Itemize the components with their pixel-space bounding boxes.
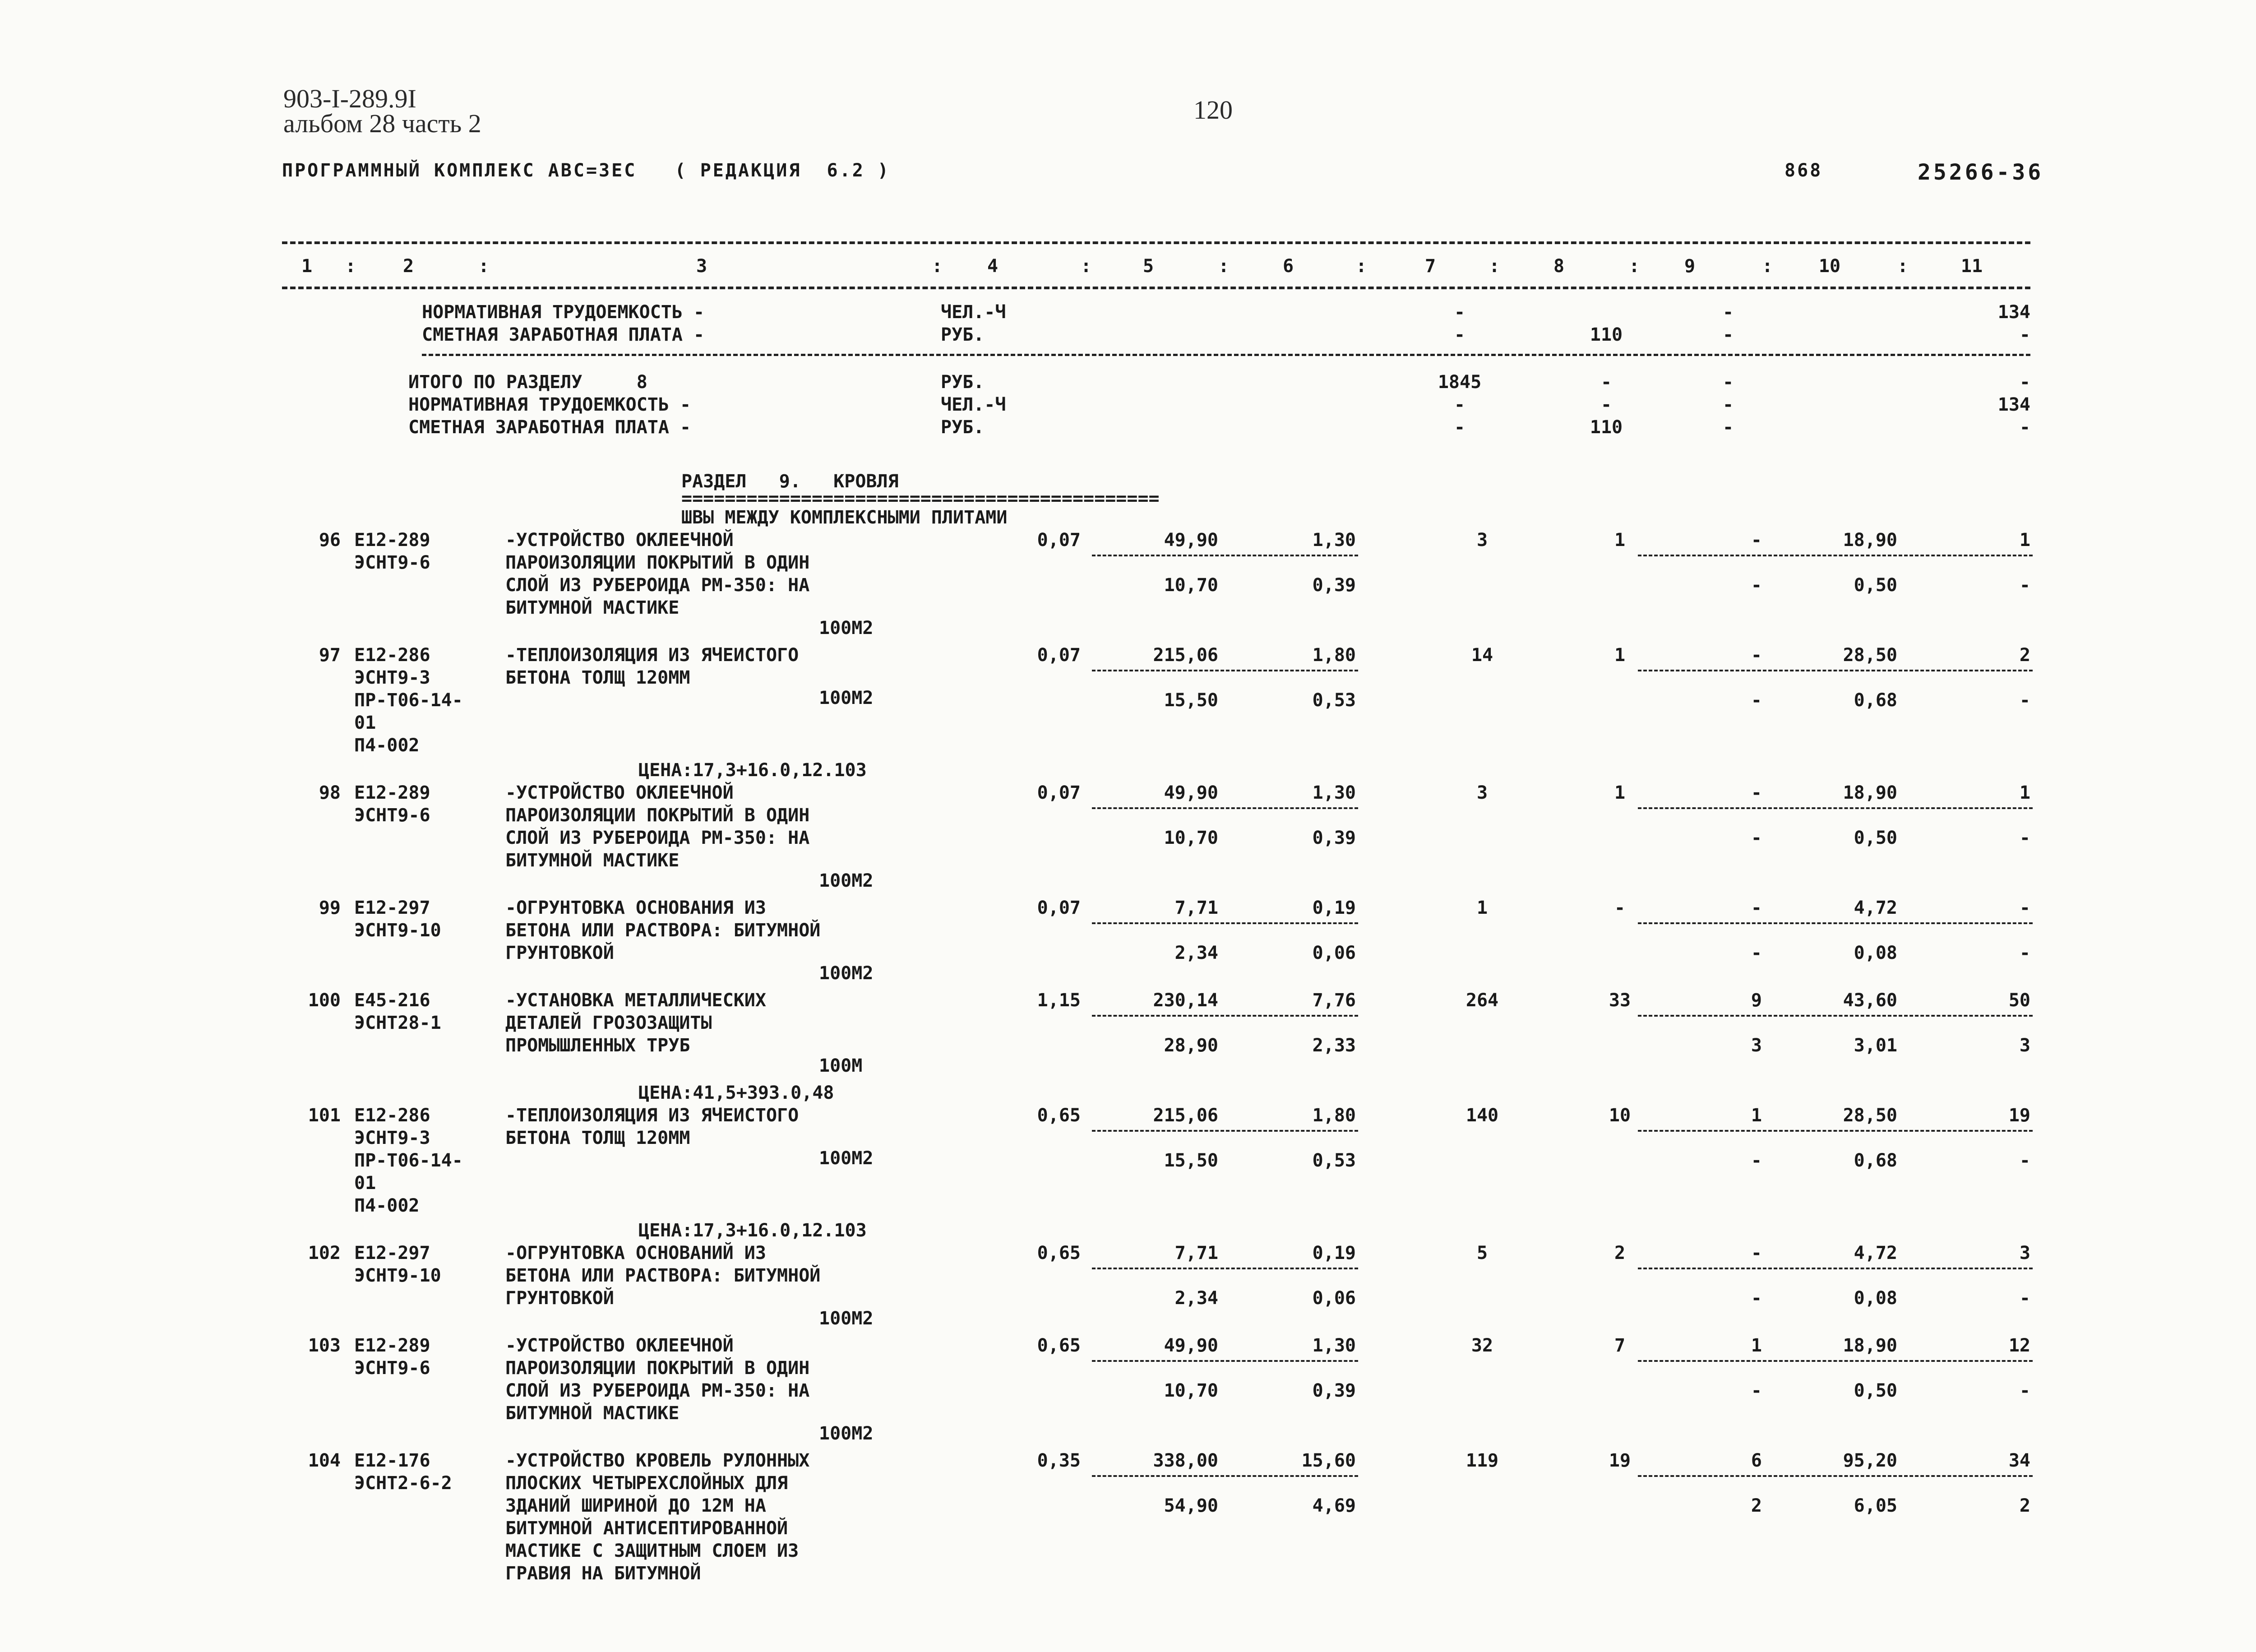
row-col5-sub: 28,90 <box>1164 1035 1218 1056</box>
row-col11: 1 <box>2019 782 2030 803</box>
row-col5: 49,90 <box>1164 1335 1218 1356</box>
row-col10: 28,50 <box>1843 645 1897 666</box>
column-number-10: 10 <box>1818 256 1841 277</box>
row-col9: - <box>1751 645 1762 666</box>
row-col6-sub: 0,39 <box>1312 575 1356 596</box>
top-rule <box>282 241 2030 244</box>
summary-col7: - <box>1454 302 1465 323</box>
row-col10-sub: 0,08 <box>1854 943 1897 963</box>
row-code: ЭСНТ9-3 <box>354 667 430 688</box>
row-code: Е12-286 <box>354 1105 430 1126</box>
row-col9: - <box>1751 530 1762 551</box>
row-code: П4-002 <box>354 1195 420 1216</box>
row-totals-divider <box>1638 1360 2033 1362</box>
column-separator: : <box>1762 256 1773 277</box>
row-col11-sub: - <box>2019 828 2030 848</box>
row-col9-sub: - <box>1751 575 1762 596</box>
total-col8: - <box>1600 394 1612 415</box>
row-col8: 7 <box>1614 1335 1626 1356</box>
row-col7: 264 <box>1465 990 1499 1011</box>
row-description: -УСТАНОВКА МЕТАЛЛИЧЕСКИХ <box>505 990 766 1011</box>
row-col11: 2 <box>2019 645 2030 666</box>
summary-rule <box>422 354 2030 356</box>
row-col10-sub: 0,68 <box>1854 1150 1897 1171</box>
row-col5-sub: 2,34 <box>1174 943 1218 963</box>
row-col5-sub: 10,70 <box>1164 1380 1218 1401</box>
row-number: 96 <box>319 530 341 551</box>
row-code: ПР-Т06-14- <box>354 1150 463 1171</box>
row-col5-sub: 10,70 <box>1164 828 1218 848</box>
row-quantity: 0,07 <box>1037 530 1081 551</box>
row-col7: 3 <box>1476 530 1488 551</box>
row-col11: - <box>2019 898 2030 918</box>
row-col9: - <box>1751 782 1762 803</box>
row-col11-sub: - <box>2019 1288 2030 1309</box>
row-description: -УСТРОЙСТВО ОКЛЕЕЧНОЙ <box>505 1335 734 1356</box>
row-totals-divider <box>1638 1268 2033 1269</box>
row-code: ЭСНТ28-1 <box>354 1013 441 1033</box>
header-bottom-rule <box>282 287 2030 289</box>
row-col5-sub: 10,70 <box>1164 575 1218 596</box>
row-number: 100 <box>308 990 341 1011</box>
row-col8: 33 <box>1609 990 1631 1011</box>
row-description: БИТУМНОЙ МАСТИКЕ <box>505 597 680 618</box>
row-col10: 18,90 <box>1843 782 1897 803</box>
row-description: ГРУНТОВКОЙ <box>505 1288 614 1309</box>
total-col9: - <box>1722 417 1734 438</box>
column-separator: : <box>478 256 490 277</box>
row-description: СЛОЙ ИЗ РУБЕРОИДА РМ-350: НА <box>505 1380 810 1401</box>
row-unit-divider <box>1092 555 1358 556</box>
row-col6-sub: 2,33 <box>1312 1035 1356 1056</box>
row-price-note: ЦЕНА:17,3+16.0,12.103 <box>638 1220 867 1241</box>
row-description: БЕТОНА ИЛИ РАСТВОРА: БИТУМНОЙ <box>505 920 821 941</box>
column-number-11: 11 <box>1960 256 1983 277</box>
column-number-5: 5 <box>1142 256 1154 277</box>
row-description: -ТЕПЛОИЗОЛЯЦИЯ ИЗ ЯЧЕИСТОГО <box>505 645 799 666</box>
row-totals-divider <box>1638 1475 2033 1477</box>
column-number-1: 1 <box>301 256 313 277</box>
row-unit-divider <box>1092 1268 1358 1269</box>
total-label: ИТОГО ПО РАЗДЕЛУ 8 <box>408 372 647 393</box>
row-unit: 100М2 <box>819 963 874 984</box>
column-separator: : <box>1629 256 1640 277</box>
row-totals-divider <box>1638 922 2033 924</box>
row-unit: 100М2 <box>819 1148 874 1169</box>
total-unit: РУБ. <box>941 417 985 438</box>
column-separator: : <box>1356 256 1367 277</box>
section-title: РАЗДЕЛ 9. КРОВЛЯ <box>681 471 899 492</box>
row-col9-sub: - <box>1751 1150 1762 1171</box>
row-col6-sub: 0,53 <box>1312 1150 1356 1171</box>
row-col10-sub: 0,50 <box>1854 828 1897 848</box>
row-col11-sub: - <box>2019 1380 2030 1401</box>
total-col11: - <box>2019 372 2030 393</box>
row-col6-sub: 0,06 <box>1312 943 1356 963</box>
row-col7: 119 <box>1465 1450 1499 1471</box>
total-col7: - <box>1454 417 1465 438</box>
total-col11: - <box>2019 417 2030 438</box>
row-col9-sub: - <box>1751 828 1762 848</box>
row-description: ПРОМЫШЛЕННЫХ ТРУБ <box>505 1035 690 1056</box>
row-col6: 1,30 <box>1312 1335 1356 1356</box>
row-quantity: 0,65 <box>1037 1105 1081 1126</box>
total-col11: 134 <box>1997 394 2030 415</box>
row-col10-sub: 3,01 <box>1854 1035 1897 1056</box>
program-title: ПРОГРАММНЫЙ КОМПЛЕКС АВС=ЗЕС ( РЕДАКЦИЯ 6.2 ) <box>282 160 890 181</box>
total-col7: 1845 <box>1438 372 1482 393</box>
row-number: 103 <box>308 1335 341 1356</box>
row-price-note: ЦЕНА:41,5+393.0,48 <box>638 1083 834 1103</box>
row-col7: 140 <box>1465 1105 1499 1126</box>
row-number: 102 <box>308 1243 341 1263</box>
row-col7: 3 <box>1476 782 1488 803</box>
row-col10-sub: 0,68 <box>1854 690 1897 711</box>
row-col9-sub: - <box>1751 943 1762 963</box>
row-col11-sub: - <box>2019 575 2030 596</box>
row-col11-sub: - <box>2019 690 2030 711</box>
row-col10: 4,72 <box>1854 898 1897 918</box>
row-col5-sub: 15,50 <box>1164 690 1218 711</box>
row-description: ПАРОИЗОЛЯЦИИ ПОКРЫТИЙ В ОДИН <box>505 1358 810 1379</box>
row-unit-divider <box>1092 1130 1358 1132</box>
row-quantity: 0,07 <box>1037 782 1081 803</box>
row-unit-divider <box>1092 1475 1358 1477</box>
row-description: БИТУМНОЙ МАСТИКЕ <box>505 850 680 871</box>
row-col10: 95,20 <box>1843 1450 1897 1471</box>
row-description: БЕТОНА ИЛИ РАСТВОРА: БИТУМНОЙ <box>505 1265 821 1286</box>
row-unit-divider <box>1092 922 1358 924</box>
row-col8: 1 <box>1614 782 1626 803</box>
total-unit: ЧЕЛ.-Ч <box>941 394 1006 415</box>
summary-unit: РУБ. <box>941 324 985 345</box>
row-totals-divider <box>1638 670 2033 671</box>
row-col9-sub: 2 <box>1751 1495 1762 1516</box>
column-number-7: 7 <box>1424 256 1436 277</box>
row-description: БЕТОНА ТОЛЩ 120ММ <box>505 1128 690 1148</box>
row-description: ЗДАНИЙ ШИРИНОЙ ДО 12М НА <box>505 1495 766 1516</box>
row-code: ЭСНТ9-6 <box>354 552 430 573</box>
row-col10-sub: 0,50 <box>1854 1380 1897 1401</box>
row-col5: 7,71 <box>1174 898 1218 918</box>
row-description: СЛОЙ ИЗ РУБЕРОИДА РМ-350: НА <box>505 575 810 596</box>
row-col10: 28,50 <box>1843 1105 1897 1126</box>
row-col8: 1 <box>1614 645 1626 666</box>
row-description: ДЕТАЛЕЙ ГРОЗОЗАЩИТЫ <box>505 1013 712 1033</box>
row-description: БЕТОНА ТОЛЩ 120ММ <box>505 667 690 688</box>
section-underline: ============================================ <box>681 488 1160 509</box>
row-col5: 215,06 <box>1153 645 1218 666</box>
row-description: ПАРОИЗОЛЯЦИИ ПОКРЫТИЙ В ОДИН <box>505 805 810 826</box>
row-description: -УСТРОЙСТВО ОКЛЕЕЧНОЙ <box>505 782 734 803</box>
column-separator: : <box>1081 256 1092 277</box>
row-col11-sub: 2 <box>2019 1495 2030 1516</box>
row-code: ЭСНТ2-6-2 <box>354 1473 452 1494</box>
row-description: -УСТРОЙСТВО ОКЛЕЕЧНОЙ <box>505 530 734 551</box>
column-number-9: 9 <box>1684 256 1696 277</box>
row-col11: 1 <box>2019 530 2030 551</box>
row-col8: 1 <box>1614 530 1626 551</box>
row-col5-sub: 15,50 <box>1164 1150 1218 1171</box>
row-col9: - <box>1751 898 1762 918</box>
row-description: -УСТРОЙСТВО КРОВЕЛЬ РУЛОННЫХ <box>505 1450 810 1471</box>
row-code: Е12-286 <box>354 645 430 666</box>
row-number: 104 <box>308 1450 341 1471</box>
row-col5: 338,00 <box>1153 1450 1218 1471</box>
row-col9-sub: 3 <box>1751 1035 1762 1056</box>
row-col9: 1 <box>1751 1105 1762 1126</box>
row-number: 97 <box>319 645 341 666</box>
row-unit-divider <box>1092 807 1358 809</box>
row-unit-divider <box>1092 1360 1358 1362</box>
registration-code: 25266-36 <box>1918 160 2044 185</box>
row-col6: 1,30 <box>1312 530 1356 551</box>
row-number: 101 <box>308 1105 341 1126</box>
row-col7: 14 <box>1471 645 1493 666</box>
row-unit-divider <box>1092 670 1358 671</box>
summary-col9: - <box>1722 302 1734 323</box>
row-col6: 1,80 <box>1312 1105 1356 1126</box>
summary-col8: 110 <box>1590 324 1623 345</box>
row-description: БИТУМНОЙ МАСТИКЕ <box>505 1403 680 1424</box>
row-col6: 0,19 <box>1312 1243 1356 1263</box>
row-code: Е12-297 <box>354 1243 430 1263</box>
row-code: Е12-289 <box>354 782 430 803</box>
row-col10: 18,90 <box>1843 1335 1897 1356</box>
row-col6: 15,60 <box>1301 1450 1356 1471</box>
row-col10: 4,72 <box>1854 1243 1897 1263</box>
row-col9-sub: - <box>1751 690 1762 711</box>
row-quantity: 1,15 <box>1037 990 1081 1011</box>
row-number: 98 <box>319 782 341 803</box>
row-code: ЭСНТ9-10 <box>354 1265 441 1286</box>
summary-col7: - <box>1454 324 1465 345</box>
row-code: Е12-176 <box>354 1450 430 1471</box>
row-code: Е12-289 <box>354 1335 430 1356</box>
column-number-6: 6 <box>1282 256 1294 277</box>
row-col5: 7,71 <box>1174 1243 1218 1263</box>
row-col6: 7,76 <box>1312 990 1356 1011</box>
row-quantity: 0,07 <box>1037 898 1081 918</box>
row-description: ПЛОСКИХ ЧЕТЫРЕХСЛОЙНЫХ ДЛЯ <box>505 1473 788 1494</box>
row-unit: 100М2 <box>819 1308 874 1329</box>
row-code: П4-002 <box>354 735 420 756</box>
row-col9: 9 <box>1751 990 1762 1011</box>
row-col6: 0,19 <box>1312 898 1356 918</box>
row-description: ГРУНТОВКОЙ <box>505 943 614 963</box>
summary-unit: ЧЕЛ.-Ч <box>941 302 1006 323</box>
summary-label: СМЕТНАЯ ЗАРАБОТНАЯ ПЛАТА - <box>422 324 705 345</box>
row-col10-sub: 0,08 <box>1854 1288 1897 1309</box>
row-unit: 100М2 <box>819 1423 874 1444</box>
column-separator: : <box>345 256 356 277</box>
row-description: ГРАВИЯ НА БИТУМНОЙ <box>505 1563 701 1584</box>
summary-col9: - <box>1722 324 1734 345</box>
row-quantity: 0,65 <box>1037 1335 1081 1356</box>
row-col5: 215,06 <box>1153 1105 1218 1126</box>
summary-col11: 134 <box>1997 302 2030 323</box>
row-col11: 50 <box>2008 990 2030 1011</box>
row-description: МАСТИКЕ С ЗАЩИТНЫМ СЛОЕМ ИЗ <box>505 1541 799 1561</box>
column-separator: : <box>1218 256 1230 277</box>
row-col8: 19 <box>1609 1450 1631 1471</box>
row-totals-divider <box>1638 1015 2033 1017</box>
row-code: 01 <box>354 1173 376 1194</box>
row-col9-sub: - <box>1751 1380 1762 1401</box>
row-col11: 3 <box>2019 1243 2030 1263</box>
row-col9: 1 <box>1751 1335 1762 1356</box>
row-col7: 5 <box>1476 1243 1488 1263</box>
row-description: БИТУМНОЙ АНТИСЕПТИРОВАННОЙ <box>505 1518 788 1539</box>
total-col8: 110 <box>1590 417 1623 438</box>
row-col6-sub: 0,39 <box>1312 1380 1356 1401</box>
row-quantity: 0,65 <box>1037 1243 1081 1263</box>
total-label: СМЕТНАЯ ЗАРАБОТНАЯ ПЛАТА - <box>408 417 691 438</box>
row-totals-divider <box>1638 1130 2033 1132</box>
row-code: Е12-289 <box>354 530 430 551</box>
row-totals-divider <box>1638 555 2033 556</box>
row-col10: 43,60 <box>1843 990 1897 1011</box>
row-col9-sub: - <box>1751 1288 1762 1309</box>
column-separator: : <box>932 256 943 277</box>
row-col10-sub: 6,05 <box>1854 1495 1897 1516</box>
row-unit: 100М <box>819 1055 863 1076</box>
row-code: Е12-297 <box>354 898 430 918</box>
row-description: -ОГРУНТОВКА ОСНОВАНИЙ ИЗ <box>505 1243 766 1263</box>
row-col11: 34 <box>2008 1450 2030 1471</box>
row-code: 01 <box>354 713 376 733</box>
row-col5: 49,90 <box>1164 782 1218 803</box>
row-col10: 18,90 <box>1843 530 1897 551</box>
row-code: ЭСНТ9-3 <box>354 1128 430 1148</box>
row-col11-sub: - <box>2019 943 2030 963</box>
row-totals-divider <box>1638 807 2033 809</box>
page-number: 120 <box>1193 95 1233 125</box>
row-quantity: 0,35 <box>1037 1450 1081 1471</box>
column-separator: : <box>1489 256 1500 277</box>
sheet-code: 868 <box>1784 160 1823 181</box>
total-label: НОРМАТИВНАЯ ТРУДОЕМКОСТЬ - <box>408 394 691 415</box>
column-number-8: 8 <box>1553 256 1565 277</box>
row-col7: 32 <box>1471 1335 1493 1356</box>
total-col9: - <box>1722 394 1734 415</box>
row-col11: 19 <box>2008 1105 2030 1126</box>
row-col8: 10 <box>1609 1105 1631 1126</box>
row-col5: 49,90 <box>1164 530 1218 551</box>
row-col11-sub: 3 <box>2019 1035 2030 1056</box>
row-col6: 1,80 <box>1312 645 1356 666</box>
row-unit: 100М2 <box>819 688 874 708</box>
row-col6: 1,30 <box>1312 782 1356 803</box>
row-col6-sub: 0,39 <box>1312 828 1356 848</box>
row-quantity: 0,07 <box>1037 645 1081 666</box>
total-col8: - <box>1600 372 1612 393</box>
row-col10-sub: 0,50 <box>1854 575 1897 596</box>
column-separator: : <box>1897 256 1909 277</box>
row-col5-sub: 54,90 <box>1164 1495 1218 1516</box>
row-col8: - <box>1614 898 1626 918</box>
row-col11-sub: - <box>2019 1150 2030 1171</box>
section-subtitle: ШВЫ МЕЖДУ КОМПЛЕКСНЫМИ ПЛИТАМИ <box>681 507 1008 528</box>
row-col5: 230,14 <box>1153 990 1218 1011</box>
total-unit: РУБ. <box>941 372 985 393</box>
row-col6-sub: 0,53 <box>1312 690 1356 711</box>
row-unit: 100М2 <box>819 870 874 891</box>
row-col9: - <box>1751 1243 1762 1263</box>
album-label: альбом 28 часть 2 <box>283 109 481 138</box>
column-number-2: 2 <box>402 256 414 277</box>
column-number-3: 3 <box>696 256 707 277</box>
row-unit: 100М2 <box>819 618 874 639</box>
row-code: ЭСНТ9-10 <box>354 920 441 941</box>
row-description: -ТЕПЛОИЗОЛЯЦИЯ ИЗ ЯЧЕИСТОГО <box>505 1105 799 1126</box>
total-col9: - <box>1722 372 1734 393</box>
row-code: ПР-Т06-14- <box>354 690 463 711</box>
row-description: ПАРОИЗОЛЯЦИИ ПОКРЫТИЙ В ОДИН <box>505 552 810 573</box>
row-code: ЭСНТ9-6 <box>354 805 430 826</box>
total-col7: - <box>1454 394 1465 415</box>
summary-label: НОРМАТИВНАЯ ТРУДОЕМКОСТЬ - <box>422 302 705 323</box>
row-description: -ОГРУНТОВКА ОСНОВАНИЯ ИЗ <box>505 898 766 918</box>
row-col9: 6 <box>1751 1450 1762 1471</box>
row-col5-sub: 2,34 <box>1174 1288 1218 1309</box>
row-description: СЛОЙ ИЗ РУБЕРОИДА РМ-350: НА <box>505 828 810 848</box>
row-col7: 1 <box>1476 898 1488 918</box>
row-col6-sub: 4,69 <box>1312 1495 1356 1516</box>
document-code: 903-I-289.9I <box>283 84 416 113</box>
row-col11: 12 <box>2008 1335 2030 1356</box>
row-number: 99 <box>319 898 341 918</box>
row-unit-divider <box>1092 1015 1358 1017</box>
column-number-4: 4 <box>987 256 999 277</box>
row-col6-sub: 0,06 <box>1312 1288 1356 1309</box>
row-code: Е45-216 <box>354 990 430 1011</box>
row-price-note: ЦЕНА:17,3+16.0,12.103 <box>638 760 867 781</box>
summary-col11: - <box>2019 324 2030 345</box>
row-col8: 2 <box>1614 1243 1626 1263</box>
row-code: ЭСНТ9-6 <box>354 1358 430 1379</box>
